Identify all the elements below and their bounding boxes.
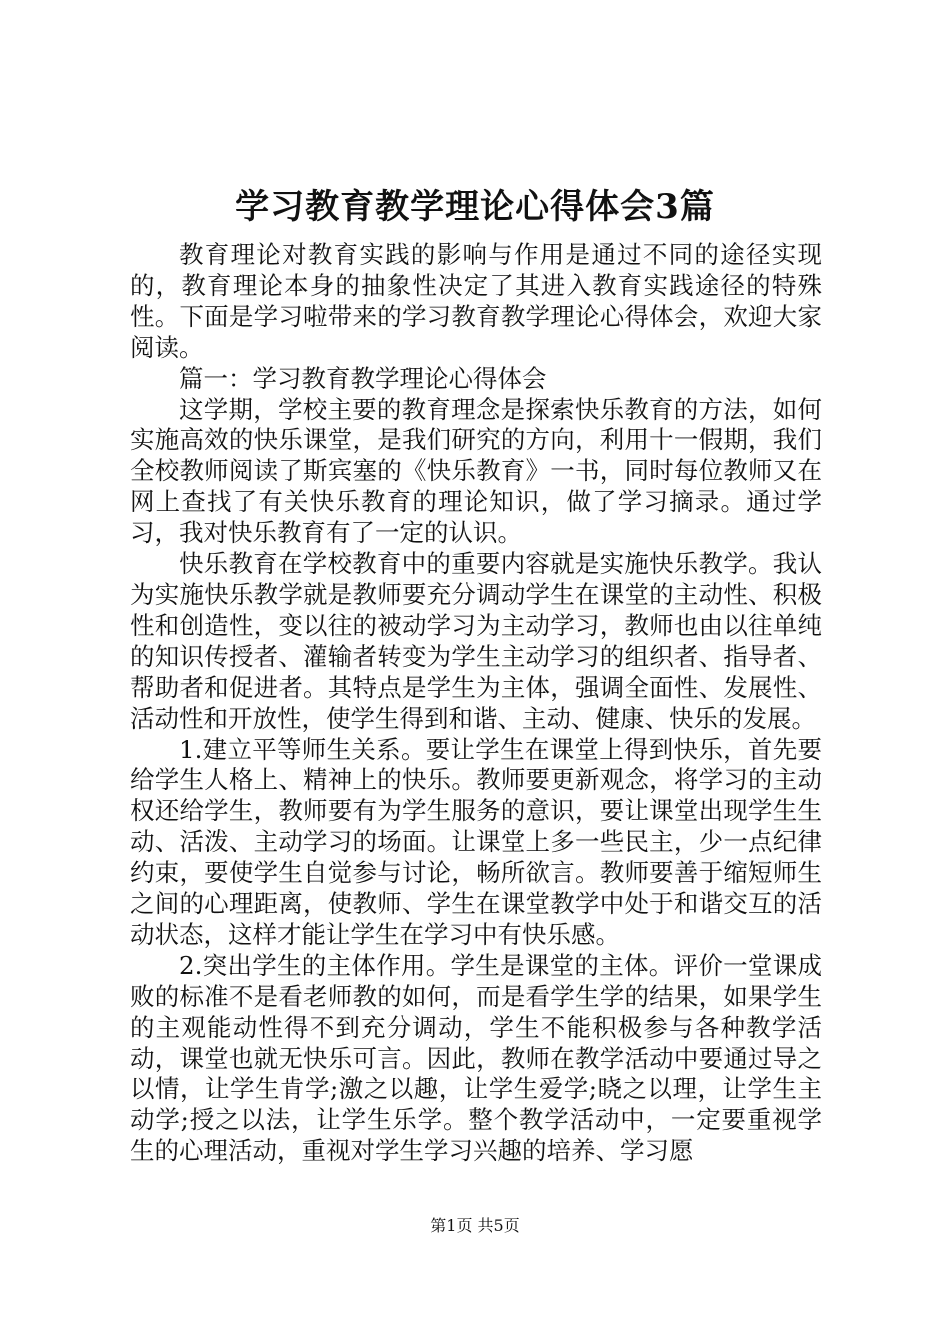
body-paragraph: 快乐教育在学校教育中的重要内容就是实施快乐教学。我认为实施快乐教学就是教师要充分调动学生在课堂的主动性、积极性和创造性，变以往的被动学习为主动学习，教师也由以往单纯的知识传授者、灌输者转变为学生主动学习的组织者、指导者、帮助者和促进者。其特点是学生为主体，强调全面性、发展性、活动性和开放性，使学生得到和谐、主动、健康、快乐的发展。: [130, 549, 822, 733]
intro-paragraph: 教育理论对教育实践的影响与作用是通过不同的途径实现的，教育理论本身的抽象性决定了其进入教育实践途径的特殊性。下面是学习啦带来的学习教育教学理论心得体会，欢迎大家阅读。: [130, 240, 822, 362]
page-number-footer: 第1页 共5页: [430, 1216, 520, 1235]
body-paragraph: 这学期，学校主要的教育理念是探索快乐教育的方法，如何实施高效的快乐课堂，是我们研究的方向，利用十一假期，我们全校教师阅读了斯宾塞的《快乐教育》一书，同时每位教师又在网上查找了有关快乐教育的理论知识，做了学习摘录。通过学习，我对快乐教育有了一定的认识。: [130, 394, 822, 548]
body-paragraph: 2.突出学生的主体作用。学生是课堂的主体。评价一堂课成败的标准不是看老师教的如何，而是看学生学的结果，如果学生的主观能动性得不到充分调动，学生不能积极参与各种教学活动，课堂也就无快乐可言。因此，教师在教学活动中要通过导之以情，让学生肯学;激之以趣，让学生爱学;晓之以理，让学生主动学;授之以法，让学生乐学。整个教学活动中，一定要重视学生的心理活动，重视对学生学习兴趣的培养、学习愿: [130, 950, 822, 1166]
document-title: 学习教育教学理论心得体会3篇: [235, 187, 715, 227]
section-heading: 篇一：学习教育教学理论心得体会: [179, 363, 547, 393]
document-body: [130, 240, 822, 1167]
body-paragraph: 1.建立平等师生关系。要让学生在课堂上得到快乐，首先要给学生人格上、精神上的快乐。教师要更新观念，将学习的主动权还给学生，教师要有为学生服务的意识，要让课堂出现学生生动、活泼、主动学习的场面。让课堂上多一些民主，少一点纪律约束，要使学生自觉参与讨论，畅所欲言。教师要善于缩短师生之间的心理距离，使教师、学生在课堂教学中处于和谐交互的活动状态，这样才能让学生在学习中有快乐感。: [130, 734, 822, 949]
